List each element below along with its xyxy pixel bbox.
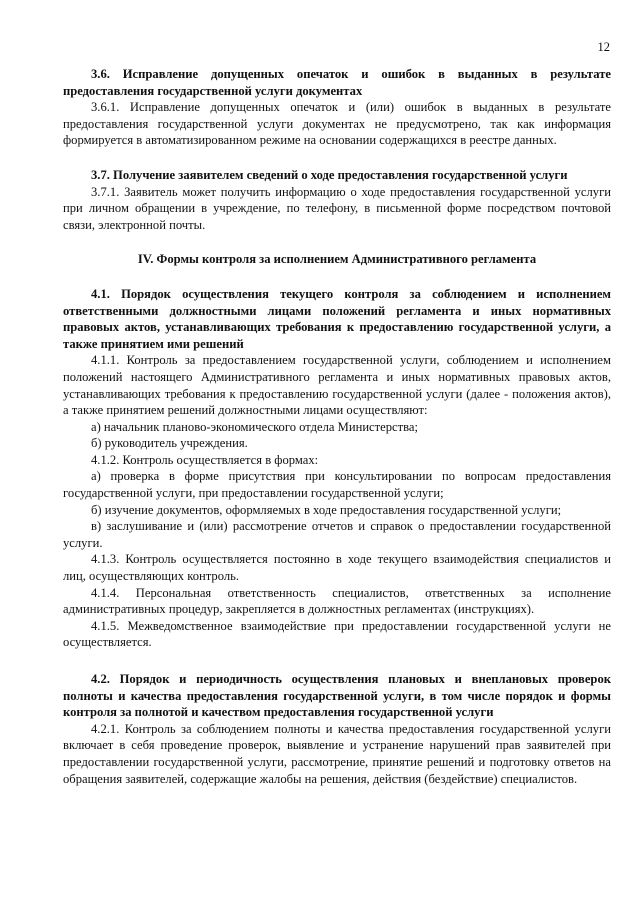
paragraph-3-6-1: 3.6.1. Исправление допущенных опечаток и (или) ошибок в выданных в результате предоставления государственной услуги документах не предусмотрено, так как информация формируется в автоматизированном режиме на основании содержащихся в реестре данных. (63, 100, 611, 148)
paragraph-4-1-5: 4.1.5. Межведомственное взаимодействие при предоставлении государственной услуги не осуществляется. (63, 618, 611, 650)
section-4-title: IV. Формы контроля за исполнением Административного регламента (137, 252, 537, 267)
section-4-2-heading: 4.2. Порядок и периодичность осуществления плановых и внеплановых проверок полноты и качества предоставления государственной услуги, в том числе порядок и формы контроля за полнотой и качеством предоставления государственной услуги (63, 672, 611, 720)
paragraph-3-7-1: 3.7.1. Заявитель может получить информацию о ходе предоставления государственной услуги при личном обращении в учреждение, по телефону, в письменной форме посредством почтовой связи, электронной почты. (63, 184, 611, 232)
paragraph-4-1-4: 4.1.4. Персональная ответственность специалистов, ответственных за исполнение административных процедур, закрепляется в должностных регламентах (инструкциях). (63, 585, 611, 617)
paragraph-4-1-1: 4.1.1. Контроль за предоставлением государственной услуги, соблюдением и исполнением положений настоящего Административного регламента и иных нормативных правовых актов, устанавливающих требования к предоставлению государственной услуги (далее - положения актов), а также принятием решений должностными лицами осуществляют: (63, 353, 611, 418)
control-form-b: б) изучение документов, оформляемых в ходе предоставления государственной услуги; (91, 502, 562, 517)
section-3-6-heading: 3.6. Исправление допущенных опечаток и ошибок в выданных в результате предоставления государственной услуги документах (63, 67, 611, 98)
paragraph-4-2-1: 4.2.1. Контроль за соблюдением полноты и качества предоставления государственной услуги включает в себя проведение проверок, выявление и устранение нарушений прав заявителей при предоставлении государственной услуги, рассмотрение, принятие решений и подготовку ответов на обращения заявителей, содержащие жалобы на решения, действия (бездействие) специалистов. (63, 721, 611, 786)
control-form-a: а) проверка в форме присутствия при консультировании по вопросам предоставления государственной услуги, при предоставлении государственной услуги; (63, 469, 611, 501)
page-number: 12 (597, 40, 610, 54)
section-3-7-heading: 3.7. Получение заявителем сведений о ходе предоставления государственной услуги (91, 167, 568, 182)
paragraph-4-1-2: 4.1.2. Контроль осуществляется в формах: (91, 452, 319, 467)
paragraph-4-1-3: 4.1.3. Контроль осуществляется постоянно в ходе текущего взаимодействия специалистов и лиц, осуществляющих контроль. (63, 552, 611, 584)
document-body (63, 66, 611, 787)
section-4-1-heading: 4.1. Порядок осуществления текущего контроля за соблюдением и исполнением ответственными должностными лицами положений регламента и иных нормативных правовых актов, устанавливающих требования к предоставлению государственной услуги, а также принятием ими решений (63, 286, 611, 351)
list-item-b: б) руководитель учреждения. (91, 436, 248, 451)
list-item-a: а) начальник планово-экономического отдела Министерства; (91, 419, 418, 434)
control-form-c: в) заслушивание и (или) рассмотрение отчетов и справок о предоставлении государственной услуги. (63, 519, 611, 550)
